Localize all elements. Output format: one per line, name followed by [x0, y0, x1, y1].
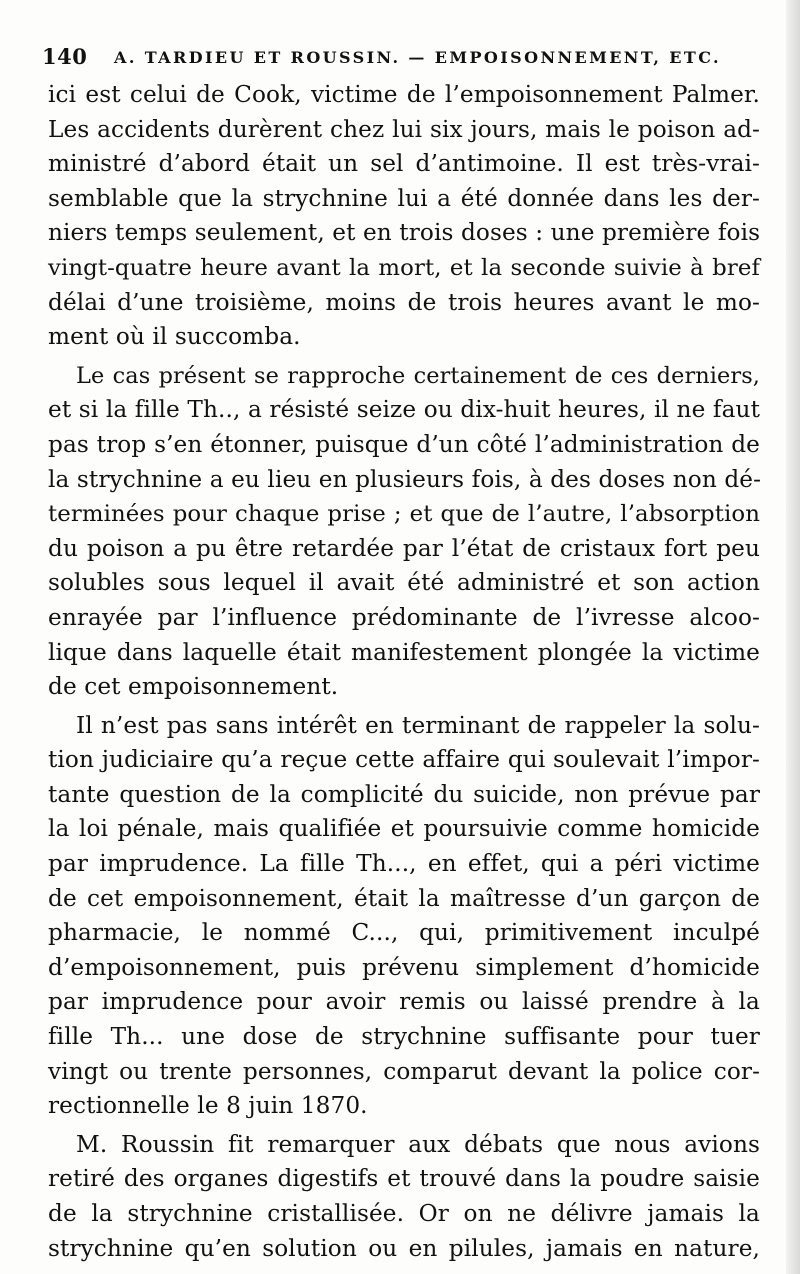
page-number: 140 [42, 44, 88, 69]
page-edge-shadow [786, 0, 800, 1274]
text-line: tante question de la complicité du suicide, non prévue par [48, 780, 760, 808]
text-line: semblable que la strychnine lui a été donnée dans les der- [48, 184, 760, 212]
text-line: la strychnine a eu lieu en plusieurs fois, à des doses non dé- [48, 465, 762, 493]
text-line: par imprudence pour avoir remis ou laissé prendre à la [48, 988, 760, 1016]
paragraph [48, 78, 760, 355]
text-line: lique dans laquelle était manifestement plongée la victime [48, 638, 760, 666]
text-line: fille Th... une dose de strychnine suffisante pour tuer [48, 1023, 760, 1051]
text-line: retiré des organes digestifs et trouvé dans la poudre saisie [48, 1165, 760, 1193]
text-line: délai d’une troisième, moins de trois heures avant le mo- [48, 288, 760, 316]
text-line: Le cas présent se rapproche certainement de ces derniers, [76, 362, 760, 389]
body-text [48, 78, 760, 1266]
text-line: terminées pour chaque prise ; et que de l’autre, l’absorption [48, 501, 760, 528]
text-line: et si la fille Th.., a résisté seize ou dix-huit heures, il ne faut [48, 396, 760, 424]
text-line: Il n’est pas sans intérêt en terminant de rappeler la solu- [76, 711, 760, 739]
text-line: strychnine qu’en solution ou en pilules, jamais en nature, [48, 1234, 760, 1262]
text-line: tion judiciaire qu’a reçue cette affaire qui soulevait l’impor- [48, 746, 760, 774]
text-line: du poison a pu être retardée par l’état de cristaux fort peu [48, 534, 760, 562]
text-line: par imprudence. La fille Th..., en effet, qui a péri victime [48, 850, 760, 878]
text-line: rectionnelle le 8 juin 1870. [48, 1092, 368, 1120]
text-line: vingt-quatre heure avant la mort, et la seconde suivie à bref [48, 254, 760, 281]
paragraph [48, 1128, 760, 1266]
text-line: Les accidents durèrent chez lui six jours, mais le poison ad- [48, 115, 760, 143]
page-header [40, 40, 760, 76]
text-line: niers temps seulement, et en trois doses : une première fois [48, 219, 761, 247]
text-line: ici est celui de Cook, victime de l’empoisonnement Palmer. [48, 81, 760, 108]
paragraph [48, 359, 760, 705]
running-head: A. TARDIEU ET ROUSSIN. — EMPOISONNEMENT, ETC. [114, 48, 722, 67]
text-line: la loi pénale, mais qualifiée et poursuivie comme homicide [48, 815, 760, 843]
text-line: de la strychnine cristallisée. Or on ne délivre jamais la [48, 1200, 760, 1227]
text-line: pharmacie, le nommé C..., qui, primitivement inculpé [48, 919, 760, 947]
text-line: d’empoisonnement, puis prévenu simplement d’homicide [48, 953, 760, 981]
text-line: ministré d’abord était un sel d’antimoine. Il est très-vrai- [48, 150, 760, 178]
text-line: solubles sous lequel il avait été administré et son action [48, 569, 760, 597]
text-line: M. Roussin fit remarquer aux débats que nous avions [76, 1130, 760, 1158]
text-line: de cet empoisonnement. [48, 673, 339, 701]
text-line: de cet empoisonnement, était la maîtresse d’un garçon de [48, 884, 760, 912]
text-line: vingt ou trente personnes, comparut devant la police cor- [48, 1057, 760, 1085]
text-line: pas trop s’en étonner, puisque d’un côté l’administration de [48, 430, 760, 458]
text-line: ment où il succomba. [48, 323, 301, 351]
paragraph [48, 709, 760, 1124]
text-line: enrayée par l’influence prédominante de l’ivresse alcoo- [48, 603, 760, 631]
